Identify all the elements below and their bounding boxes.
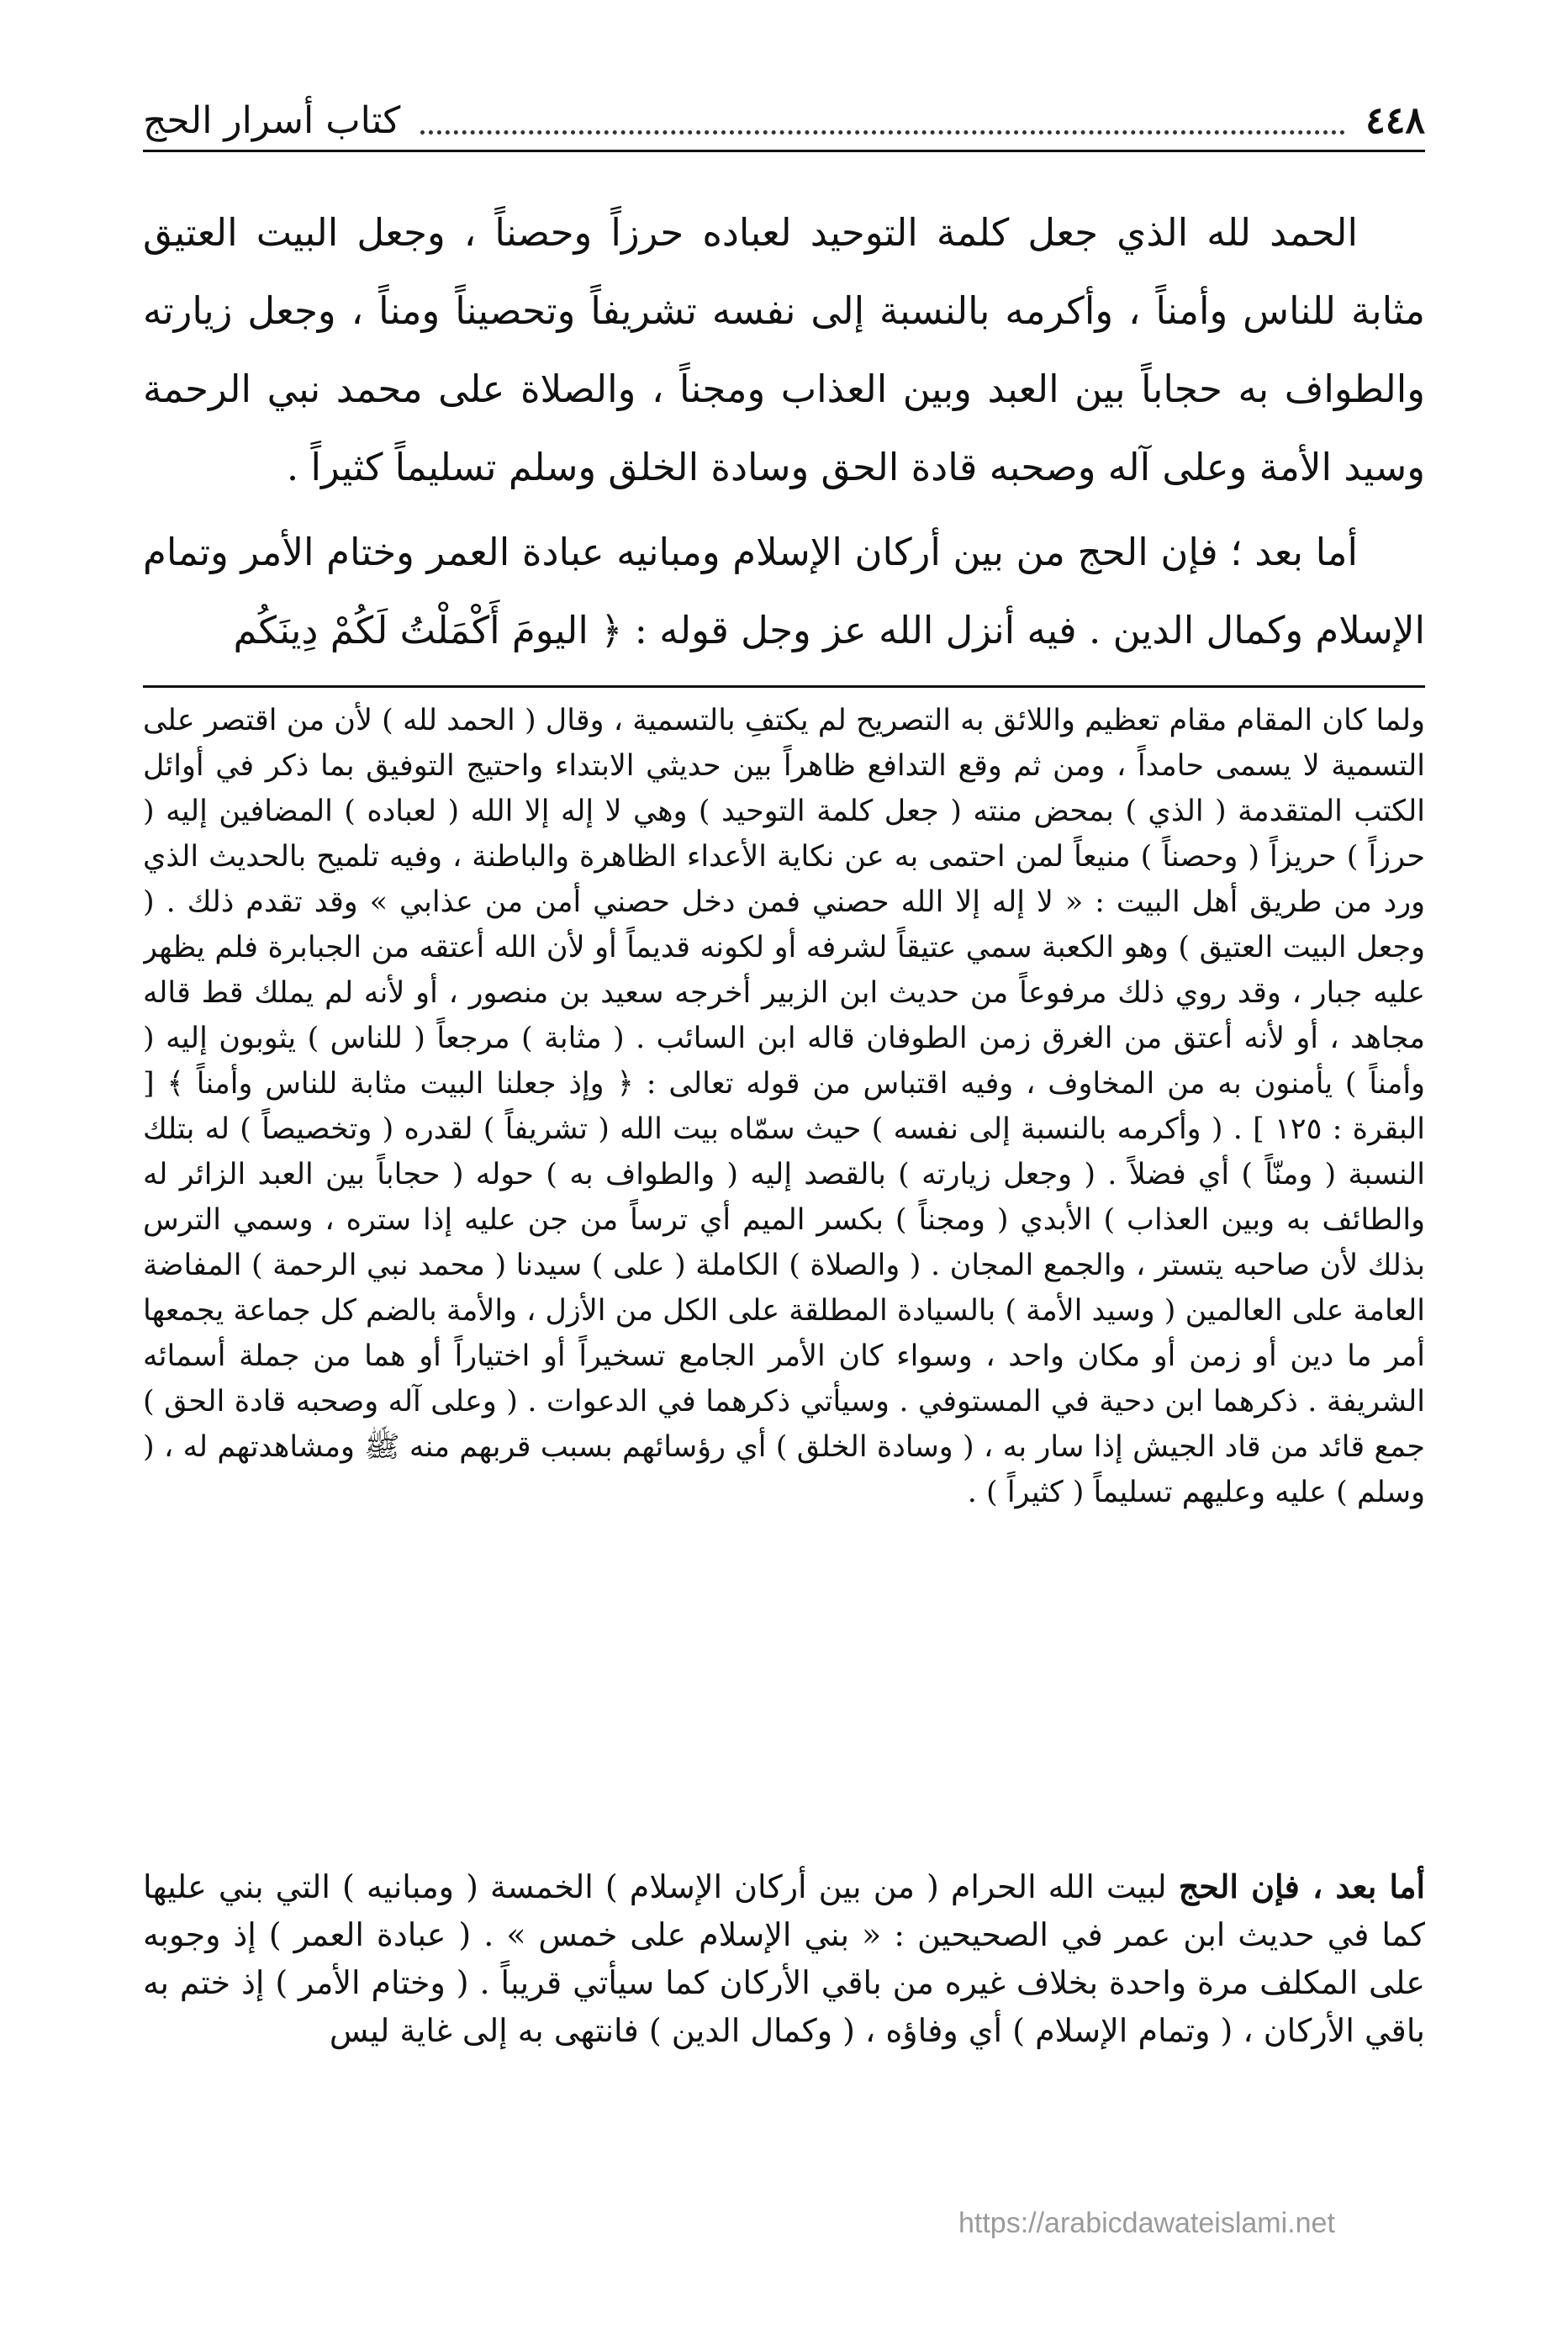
header-dotted-leader bbox=[420, 122, 1345, 135]
main-paragraph: أما بعد ؛ فإن الحج من بين أركان الإسلام ومبانيه عبادة العمر وختام الأمر وتمام الإسلام وكمال الدين . فيه أنزل الله عز وجل قوله : ﴿ اليومَ أَكْمَلْتُ لَكُمْ دِينَكُم bbox=[143, 530, 1425, 652]
footnote-divider bbox=[143, 685, 1425, 688]
page-number: ٤٤٨ bbox=[1365, 98, 1425, 142]
commentary-lead: أما بعد ، فإن الحج bbox=[1178, 1867, 1425, 1905]
watermark-url: https://arabicdawateislami.net bbox=[958, 2207, 1335, 2239]
commentary-body: لبيت الله الحرام ( من بين أركان الإسلام ) الخمسة ( ومبانيه ) التي بني عليها كما في حديث ابن عمر في الصحيحين : « بني الإسلام على خمس » . ( عبادة العمر ) إذ وجوبه على المكلف مرة واحدة بخلاف غيره من باقي الأركان كما سيأتي قريباً . ( وختام الأمر ) إذ ختم به باقي الأركان ، ( وتمام الإسلام ) أي وفاؤه ، ( وكمال الدين ) فانتهى به إلى غاية ليس bbox=[143, 1868, 1425, 2049]
running-title: كتاب أسرار الحج bbox=[143, 98, 401, 142]
page-header bbox=[143, 91, 1425, 152]
commentary-paragraph-2 bbox=[143, 1862, 1425, 2055]
main-text bbox=[143, 193, 1425, 676]
commentary-text: ولما كان المقام مقام تعظيم واللائق به التصريح لم يكتفِ بالتسمية ، وقال ( الحمد لله ) لأن من اقتصر على التسمية لا يسمى حامداً ، ومن ثم وقع التدافع ظاهراً بين حديثي الابتداء واحتيج التوفيق بما ذكر في أوائل الكتب المتقدمة ( الذي ) بمحض منته ( جعل كلمة التوحيد ) وهي لا إله إلا الله ( لعباده ) المضافين إليه ( حرزاً ) حريزاً ( وحصناً ) منيعاً لمن احتمى به عن نكاية الأعداء الظاهرة والباطنة ، وفيه تلميح بالحديث الذي ورد من طريق أهل البيت : « لا إله إلا الله حصني فمن دخل حصني أمن من عذابي » وقد تقدم ذلك . ( وجعل البيت العتيق ) وهو الكعبة سمي عتيقاً لشرفه أو لكونه قديماً أو لأن الله أعتقه من الجبابرة فلم يظهر عليه جبار ، وقد روي ذلك مرفوعاً من حديث ابن الزبير أخرجه سعيد بن منصور ، أو لأنه لم يملك قط قاله مجاهد ، أو لأنه أعتق من الغرق زمن الطوفان قاله ابن السائب . ( مثابة ) مرجعاً ( للناس ) يثوبون إليه ( وأمناً ) يأمنون به من المخاوف ، وفيه اقتباس من قوله تعالى : ﴿ وإذ جعلنا البيت مثابة للناس وأمناً ﴾ [ البقرة : ١٢٥ ] . ( وأكرمه بالنسبة إلى نفسه ) حيث سمّاه بيت الله ( تشريفاً ) لقدره ( وتخصيصاً ) له بتلك النسبة ( ومنّاً ) أي فضلاً . ( وجعل زيارته ) بالقصد إليه ( والطواف به ) حوله ( حجاباً بين العبد الزائر له والطائف به وبين العذاب ) الأبدي ( ومجناً ) بكسر الميم أي ترساً من جن عليه إذا ستره ، وسمي الترس بذلك لأن صاحبه يتستر ، والجمع المجان . ( والصلاة ) الكاملة ( على ) سيدنا ( محمد نبي الرحمة ) المفاضة العامة على العالمين ( وسيد الأمة ) بالسيادة المطلقة على الكل من الأزل ، والأمة بالضم كل جماعة يجمعها أمر ما دين أو زمن أو مكان واحد ، وسواء كان الأمر الجامع تسخيراً أو اختياراً أو هما من جملة أسمائه الشريفة . ذكرهما ابن دحية في المستوفي . وسيأتي ذكرهما في الدعوات . ( وعلى آله وصحبه قادة الحق ) جمع قائد من قاد الجيش إذا سار به ، ( وسادة الخلق ) أي رؤسائهم بسبب قربهم منه ﷺ ومشاهدتهم له ، ( وسلم ) عليه وعليهم تسليماً ( كثيراً ) . bbox=[143, 704, 1425, 1509]
main-paragraph: الحمد لله الذي جعل كلمة التوحيد لعباده حرزاً وحصناً ، وجعل البيت العتيق مثابة للناس وأمناً ، وأكرمه بالنسبة إلى نفسه تشريفاً وتحصيناً ومناً ، وجعل زيارته والطواف به حجاباً بين العبد وبين العذاب ومجناً ، والصلاة على محمد نبي الرحمة وسيد الأمة وعلى آله وصحبه قادة الحق وسادة الخلق وسلم تسليماً كثيراً . bbox=[143, 210, 1425, 489]
